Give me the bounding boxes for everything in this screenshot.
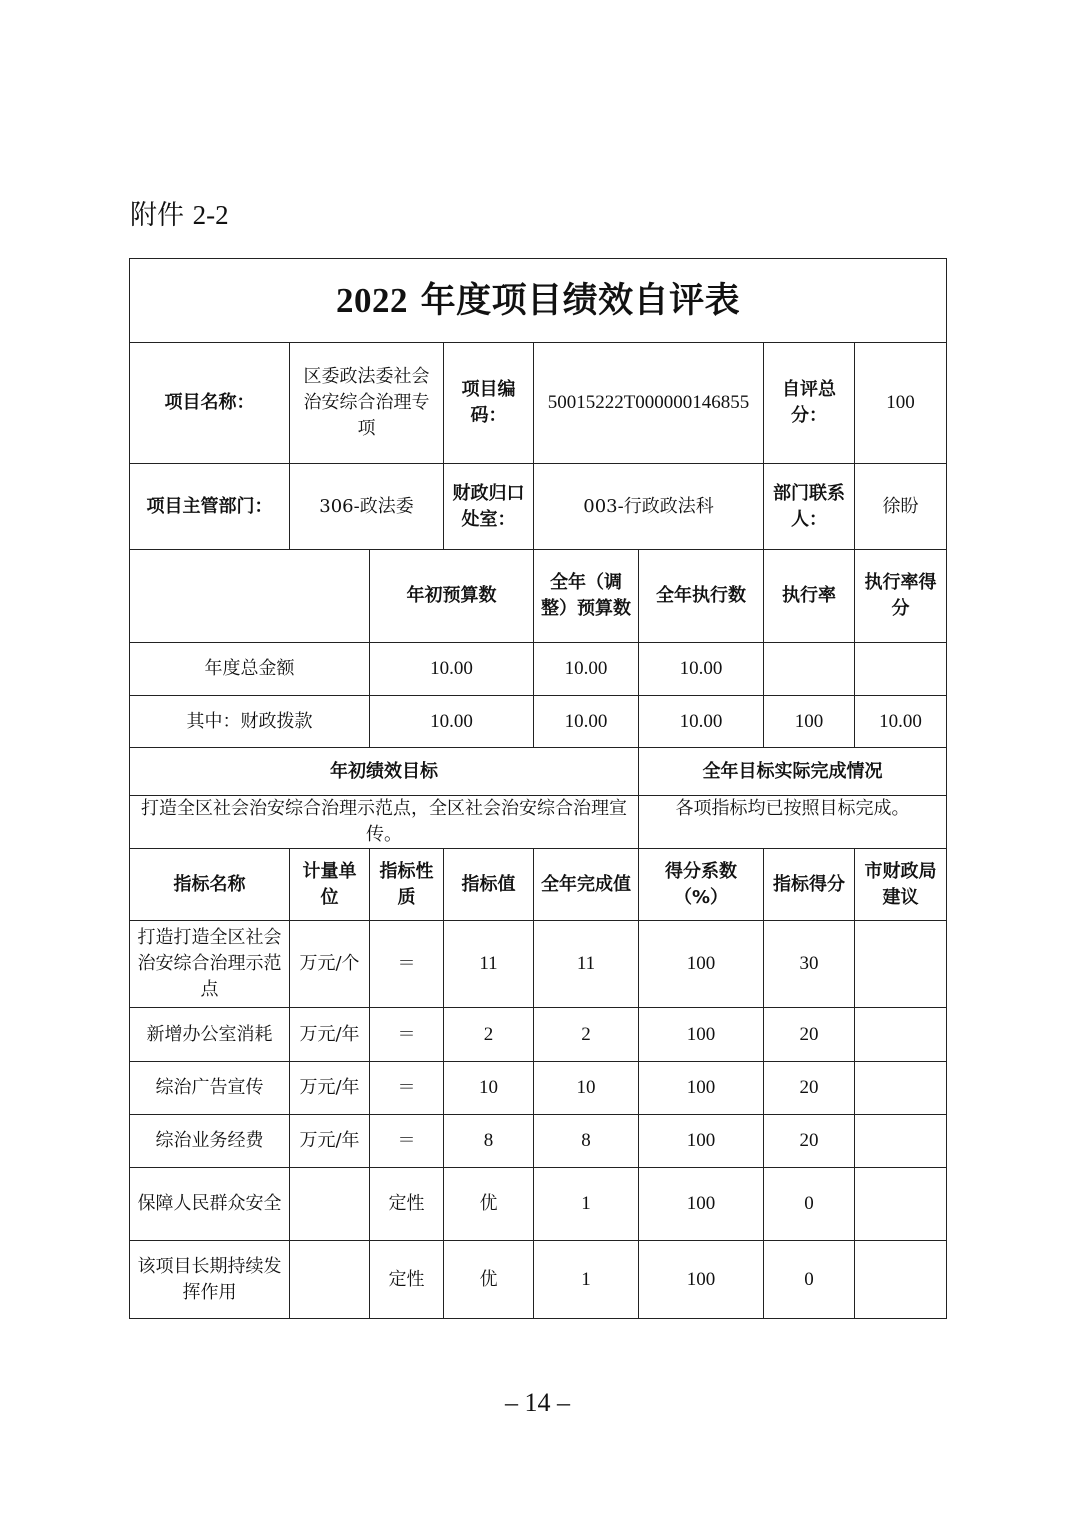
- indicator-header-unit: 计量单位: [290, 849, 370, 921]
- indicator-header-target: 指标值: [444, 849, 534, 921]
- budget-cell: 100: [764, 696, 855, 748]
- budget-header-adjusted: 全年（调整）预算数: [534, 550, 639, 643]
- budget-header-row: [130, 550, 947, 643]
- indicator-header-score: 指标得分: [764, 849, 855, 921]
- self-score-label: 自评总分：: [764, 343, 855, 464]
- budget-cell: 10.00: [534, 643, 639, 696]
- finance-office-label: 财政归口处室：: [444, 464, 534, 550]
- goals-header-row: [130, 748, 947, 796]
- indicator-nature: ＝: [370, 1115, 444, 1168]
- dept-value: 306-政法委: [290, 464, 444, 550]
- indicator-advice: [855, 1168, 947, 1241]
- indicator-name: 该项目长期持续发挥作用: [130, 1241, 290, 1319]
- indicator-name: 新增办公室消耗: [130, 1008, 290, 1062]
- budget-cell: 10.00: [370, 696, 534, 748]
- indicator-actual: 2: [534, 1008, 639, 1062]
- indicator-unit: 万元/年: [290, 1115, 370, 1168]
- indicator-advice: [855, 921, 947, 1008]
- indicator-actual: 8: [534, 1115, 639, 1168]
- indicator-header-advice: 市财政局建议: [855, 849, 947, 921]
- indicator-coef: 100: [639, 1115, 764, 1168]
- indicator-target: 11: [444, 921, 534, 1008]
- indicator-name: 保障人民群众安全: [130, 1168, 290, 1241]
- indicator-nature: 定性: [370, 1241, 444, 1319]
- budget-row-label: 其中：财政拨款: [130, 696, 370, 748]
- budget-row-fiscal: [130, 696, 947, 748]
- indicator-header-actual: 全年完成值: [534, 849, 639, 921]
- indicator-row: [130, 1062, 947, 1115]
- page-number: – 14 –: [505, 1388, 570, 1417]
- indicator-row: [130, 1241, 947, 1319]
- indicator-nature: ＝: [370, 921, 444, 1008]
- indicator-row: [130, 921, 947, 1008]
- attachment-number: 2-2: [192, 200, 229, 230]
- indicator-unit: [290, 1241, 370, 1319]
- budget-header-rate: 执行率: [764, 550, 855, 643]
- indicator-coef: 100: [639, 921, 764, 1008]
- budget-header-rate-score: 执行率得分: [855, 550, 947, 643]
- dept-label: 项目主管部门：: [130, 464, 290, 550]
- indicator-nature: ＝: [370, 1062, 444, 1115]
- indicator-header-row: [130, 849, 947, 921]
- indicator-unit: 万元/个: [290, 921, 370, 1008]
- indicator-unit: 万元/年: [290, 1062, 370, 1115]
- indicator-coef: 100: [639, 1168, 764, 1241]
- budget-header-initial: 年初预算数: [370, 550, 534, 643]
- indicator-unit: [290, 1168, 370, 1241]
- indicator-actual: 1: [534, 1168, 639, 1241]
- initial-goal-text: 打造全区社会治安综合治理示范点，全区社会治安综合治理宣传。: [130, 796, 639, 849]
- title-row: [130, 259, 947, 343]
- indicator-advice: [855, 1062, 947, 1115]
- initial-goal-header: 年初绩效目标: [130, 748, 639, 796]
- indicator-target: 8: [444, 1115, 534, 1168]
- indicator-target: 10: [444, 1062, 534, 1115]
- self-score-value: 100: [855, 343, 947, 464]
- project-code-value: 50015222T000000146855: [534, 343, 764, 464]
- indicator-advice: [855, 1241, 947, 1319]
- indicator-target: 2: [444, 1008, 534, 1062]
- budget-cell: [764, 643, 855, 696]
- indicator-score: 20: [764, 1062, 855, 1115]
- indicator-coef: 100: [639, 1241, 764, 1319]
- indicator-header-nature: 指标性质: [370, 849, 444, 921]
- indicator-score: 30: [764, 921, 855, 1008]
- indicator-row: [130, 1168, 947, 1241]
- budget-header-executed: 全年执行数: [639, 550, 764, 643]
- indicator-header-coef: 得分系数（%）: [639, 849, 764, 921]
- indicator-header-name: 指标名称: [130, 849, 290, 921]
- actual-completion-header: 全年目标实际完成情况: [639, 748, 947, 796]
- indicator-target: 优: [444, 1241, 534, 1319]
- indicator-target: 优: [444, 1168, 534, 1241]
- indicator-actual: 1: [534, 1241, 639, 1319]
- budget-cell: 10.00: [639, 643, 764, 696]
- indicator-row: [130, 1115, 947, 1168]
- indicator-name: 打造打造全区社会治安综合治理示范点: [130, 921, 290, 1008]
- title-text: 年度项目绩效自评表: [420, 280, 741, 321]
- contact-label: 部门联系人：: [764, 464, 855, 550]
- attachment-label: [130, 193, 229, 232]
- actual-completion-text: 各项指标均已按照目标完成。: [639, 796, 947, 849]
- budget-cell: 10.00: [855, 696, 947, 748]
- budget-cell: 10.00: [370, 643, 534, 696]
- budget-row-total: [130, 643, 947, 696]
- indicator-name: 综治业务经费: [130, 1115, 290, 1168]
- indicator-actual: 10: [534, 1062, 639, 1115]
- attachment-prefix: 附件: [130, 200, 184, 231]
- project-info-row: [130, 343, 947, 464]
- title-year: 2022: [335, 280, 408, 320]
- indicator-advice: [855, 1115, 947, 1168]
- indicator-row: [130, 1008, 947, 1062]
- indicator-advice: [855, 1008, 947, 1062]
- project-code-label: 项目编码：: [444, 343, 534, 464]
- budget-cell: [855, 643, 947, 696]
- indicator-coef: 100: [639, 1062, 764, 1115]
- indicator-name: 综治广告宣传: [130, 1062, 290, 1115]
- indicator-nature: ＝: [370, 1008, 444, 1062]
- indicator-score: 20: [764, 1115, 855, 1168]
- indicator-actual: 11: [534, 921, 639, 1008]
- budget-cell: 10.00: [534, 696, 639, 748]
- goals-content-row: [130, 796, 947, 849]
- finance-office-value: 003-行政政法科: [534, 464, 764, 550]
- indicator-unit: 万元/年: [290, 1008, 370, 1062]
- dept-info-row: [130, 464, 947, 550]
- contact-value: 徐盼: [855, 464, 947, 550]
- indicator-score: 0: [764, 1168, 855, 1241]
- budget-cell: 10.00: [639, 696, 764, 748]
- table-title: [130, 259, 947, 343]
- budget-header-blank: [130, 550, 370, 643]
- budget-row-label: 年度总金额: [130, 643, 370, 696]
- indicator-score: 20: [764, 1008, 855, 1062]
- project-name-value: 区委政法委社会治安综合治理专项: [290, 343, 444, 464]
- indicator-score: 0: [764, 1241, 855, 1319]
- indicator-coef: 100: [639, 1008, 764, 1062]
- performance-evaluation-table: [129, 258, 947, 1319]
- project-name-label: 项目名称：: [130, 343, 290, 464]
- indicator-nature: 定性: [370, 1168, 444, 1241]
